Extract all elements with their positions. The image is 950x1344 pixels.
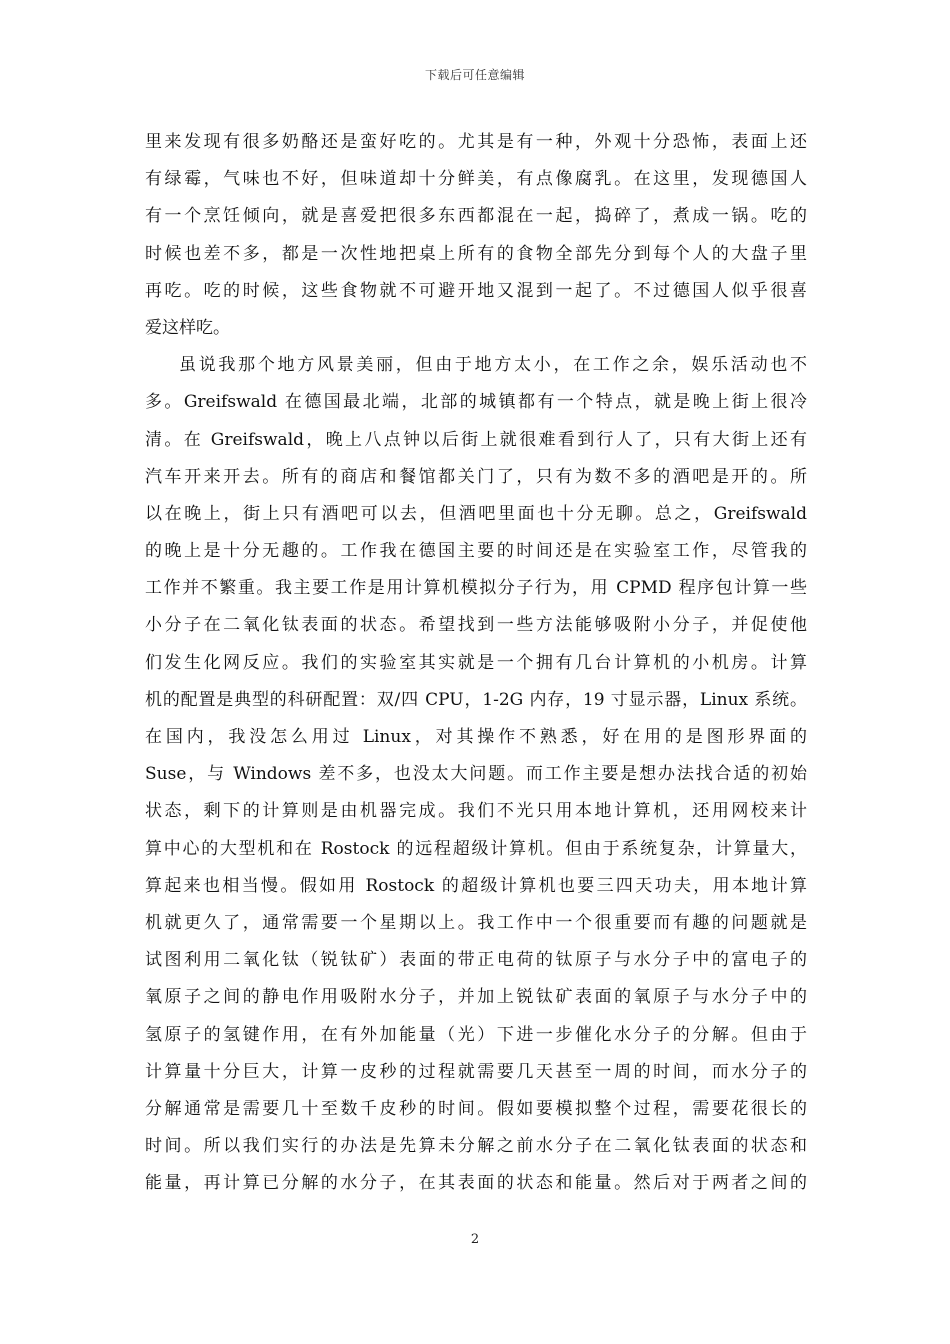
text-line: Suse，与 Windows 差不多，也没太大问题。而工作主要是想办法找合适的初始 xyxy=(145,764,807,785)
text-line: 爱这样吃。 xyxy=(145,317,230,338)
text-line: 状态，剩下的计算则是由机器完成。我们不光只用本地计算机，还用网校来计 xyxy=(145,801,807,822)
text-line: 们发生化网反应。我们的实验室其实就是一个拥有几台计算机的小机房。计算 xyxy=(145,652,807,673)
document-body xyxy=(145,124,807,1202)
text-line: 有绿霉，气味也不好，但味道却十分鲜美，有点像腐乳。在这里，发现德国人 xyxy=(145,169,807,190)
text-line: 计算量十分巨大，计算一皮秒的过程就需要几天甚至一周的时间，而水分子的 xyxy=(145,1061,807,1082)
text-line: 里来发现有很多奶酪还是蛮好吃的。尤其是有一种，外观十分恐怖，表面上还 xyxy=(145,132,807,152)
text-line: 时间。所以我们实行的办法是先算未分解之前水分子在二氧化钛表面的状态和 xyxy=(145,1136,807,1157)
text-line: 以在晚上，街上只有酒吧可以去，但酒吧里面也十分无聊。总之，Greifswald xyxy=(145,503,807,524)
text-line: 机的配置是典型的科研配置：双/四 CPU，1-2G 内存，19 寸显示器，Linux 系统。 xyxy=(145,689,807,710)
text-line: 氧原子之间的静电作用吸附水分子，并加上锐钛矿表面的氧原子与水分子中的 xyxy=(145,987,807,1008)
text-line: 多。Greifswald 在德国最北端，北部的城镇都有一个特点，就是晚上街上很冷 xyxy=(145,392,807,413)
text-line: 分解通常是需要几十至数千皮秒的时间。假如要模拟整个过程，需要花很长的 xyxy=(145,1098,807,1119)
text-line: 工作并不繁重。我主要工作是用计算机模拟分子行为，用 CPMD 程序包计算一些 xyxy=(145,578,807,599)
text-line: 氢原子的氢键作用，在有外加能量（光）下进一步催化水分子的分解。但由于 xyxy=(145,1024,807,1045)
text-line: 能量，再计算已分解的水分子，在其表面的状态和能量。然后对于两者之间的 xyxy=(145,1173,807,1194)
paragraph-first-line: 虽说我那个地方风景美丽，但由于地方太小，在工作之余，娱乐活动也不 xyxy=(179,355,807,376)
page-number: 2 xyxy=(470,1232,480,1247)
text-line: 试图利用二氧化钛（锐钛矿）表面的带正电荷的钛原子与水分子中的富电子的 xyxy=(145,950,807,971)
text-line: 汽车开来开去。所有的商店和餐馆都关门了，只有为数不多的酒吧是开的。所 xyxy=(145,466,807,487)
text-line: 算起来也相当慢。假如用 Rostock 的超级计算机也要三四天功夫，用本地计算 xyxy=(145,875,807,896)
text-line: 有一个烹饪倾向，就是喜爱把很多东西都混在一起，捣碎了，煮成一锅。吃的 xyxy=(145,206,807,227)
text-line: 再吃。吃的时候，这些食物就不可避开地又混到一起了。不过德国人似乎很喜 xyxy=(145,280,807,301)
text-line: 算中心的大型机和在 Rostock 的远程超级计算机。但由于系统复杂，计算量大， xyxy=(145,838,807,859)
text-line: 清。在 Greifswald，晚上八点钟以后街上就很难看到行人了，只有大街上还有 xyxy=(145,429,807,450)
text-line: 时候也差不多，都是一次性地把桌上所有的食物全部先分到每个人的大盘子里 xyxy=(145,243,807,264)
text-line: 的晚上是十分无趣的。工作我在德国主要的时间还是在实验室工作，尽管我的 xyxy=(145,541,807,562)
text-line: 小分子在二氧化钛表面的状态。希望找到一些方法能够吸附小分子，并促使他 xyxy=(145,615,807,636)
text-line: 机就更久了，通常需要一个星期以上。我工作中一个很重要而有趣的问题就是 xyxy=(145,912,807,933)
text-line: 在国内，我没怎么用过 Linux，对其操作不熟悉，好在用的是图形界面的 xyxy=(145,727,807,747)
page-header: 下载后可任意编辑 xyxy=(424,68,525,82)
